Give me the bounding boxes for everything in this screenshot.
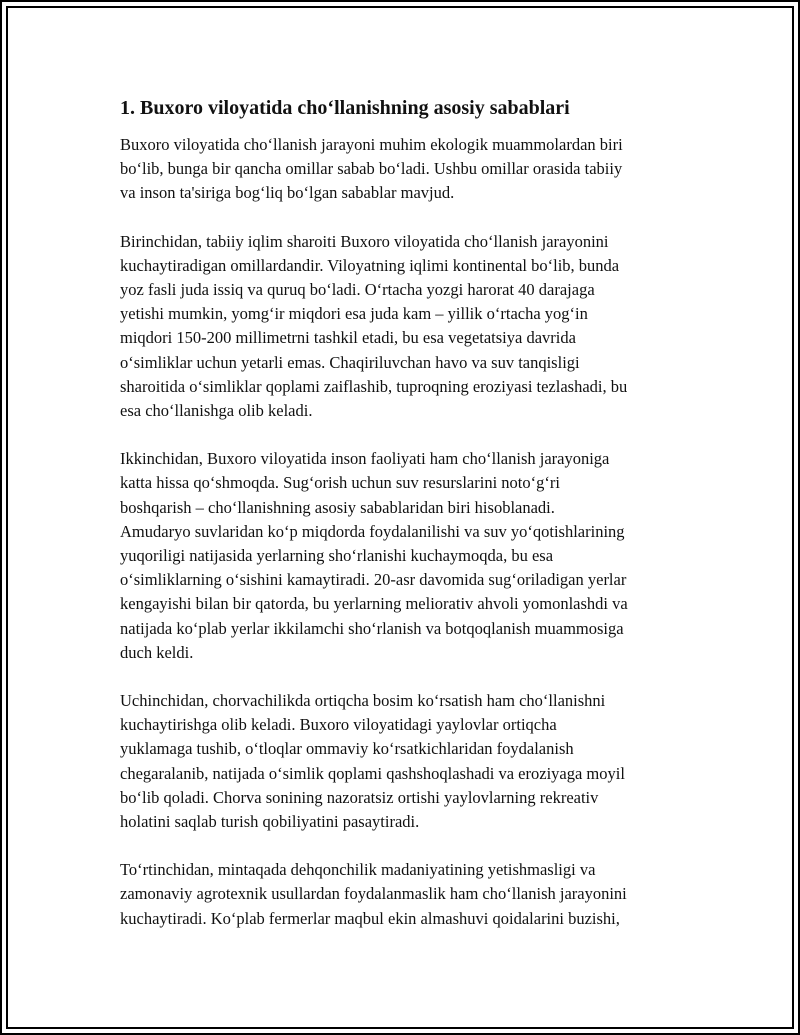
- text-line: bo‘lib, bunga bir qancha omillar sabab bo‘ladi. Ushbu omillar orasida tabiiy: [120, 159, 623, 179]
- text-line: kuchaytiradi. Ko‘plab fermerlar maqbul ekin almashuvi qoidalarini buzishi,: [120, 908, 620, 928]
- text-line: yoz fasli juda issiq va quruq bo‘ladi. O‘rtacha yozgi harorat 40 darajaga: [120, 280, 595, 300]
- text-line: miqdori 150-200 millimetrni tashkil etadi, bu esa vegetatsiya davrida: [120, 328, 576, 348]
- text-line: bo‘lib qoladi. Chorva sonining nazoratsiz ortishi yaylovlarning rekreativ: [120, 787, 599, 807]
- text-line: o‘simliklar uchun yetarli emas. Chaqiriluvchan havo va suv tanqisligi: [120, 352, 580, 372]
- text-line: duch keldi.: [120, 642, 194, 662]
- paragraph: [120, 133, 690, 206]
- paragraph: [120, 447, 690, 665]
- text-line: yetishi mumkin, yomg‘ir miqdori esa juda kam – yillik o‘rtacha yog‘in: [120, 304, 588, 324]
- text-line: kengayishi bilan bir qatorda, bu yerlarning meliorativ ahvoli yomonlashdi va: [120, 594, 628, 614]
- text-line: katta hissa qo‘shmoqda. Sug‘orish uchun suv resurslarini noto‘g‘ri: [120, 473, 560, 493]
- text-line: zamonaviy agrotexnik usullardan foydalanmaslik ham cho‘llanish jarayonini: [120, 884, 627, 904]
- text-line: natijada ko‘plab yerlar ikkilamchi sho‘rlanish va botqoqlanish muammosiga: [120, 618, 624, 638]
- paragraph: [120, 858, 690, 931]
- document-body: [120, 95, 690, 955]
- text-line: boshqarish – cho‘llanishning asosiy sabablaridan biri hisoblanadi.: [120, 497, 555, 517]
- text-line: yuqoriligi natijasida yerlarning sho‘rlanishi kuchaymoqda, bu esa: [120, 546, 554, 566]
- section-heading: 1. Buxoro viloyatida cho‘llanishning asosiy sabablari: [120, 97, 570, 119]
- text-line: kuchaytirishga olib keladi. Buxoro viloyatidagi yaylovlar ortiqcha: [120, 715, 557, 735]
- text-line: chegaralanib, natijada o‘simlik qoplami qashshoqlashadi va eroziyaga moyil: [120, 763, 625, 783]
- paragraph: [120, 230, 690, 424]
- text-line: o‘simliklarning o‘sishini kamaytiradi. 20-asr davomida sug‘oriladigan yerlar: [120, 570, 627, 590]
- text-line: Birinchidan, tabiiy iqlim sharoiti Buxoro viloyatida cho‘llanish jarayonini: [120, 231, 609, 251]
- text-line: kuchaytiradigan omillardandir. Viloyatning iqlimi kontinental bo‘lib, bunda: [120, 255, 620, 275]
- text-line: esa cho‘llanishga olib keladi.: [120, 401, 313, 421]
- text-line: Buxoro viloyatida cho‘llanish jarayoni muhim ekologik muammolardan biri: [120, 135, 623, 154]
- text-line: holatini saqlab turish qobiliyatini pasaytiradi.: [120, 812, 420, 832]
- text-line: Ikkinchidan, Buxoro viloyatida inson faoliyati ham cho‘llanish jarayoniga: [120, 449, 610, 469]
- text-line: Uchinchidan, chorvachilikda ortiqcha bosim ko‘rsatish ham cho‘llanishni: [120, 691, 606, 711]
- text-line: sharoitida o‘simliklar qoplami zaiflashib, tuproqning eroziyasi tezlashadi, bu: [120, 376, 628, 396]
- paragraph: [120, 689, 690, 834]
- text-line: Amudaryo suvlaridan ko‘p miqdorda foydalanilishi va suv yo‘qotishlarining: [120, 521, 625, 541]
- text-line: To‘rtinchidan, mintaqada dehqonchilik madaniyatining yetishmasligi va: [120, 860, 596, 880]
- text-line: yuklamaga tushib, o‘tloqlar ommaviy ko‘rsatkichlaridan foydalanish: [120, 739, 574, 759]
- text-line: va inson ta'siriga bog‘liq bo‘lgan sabablar mavjud.: [120, 183, 455, 203]
